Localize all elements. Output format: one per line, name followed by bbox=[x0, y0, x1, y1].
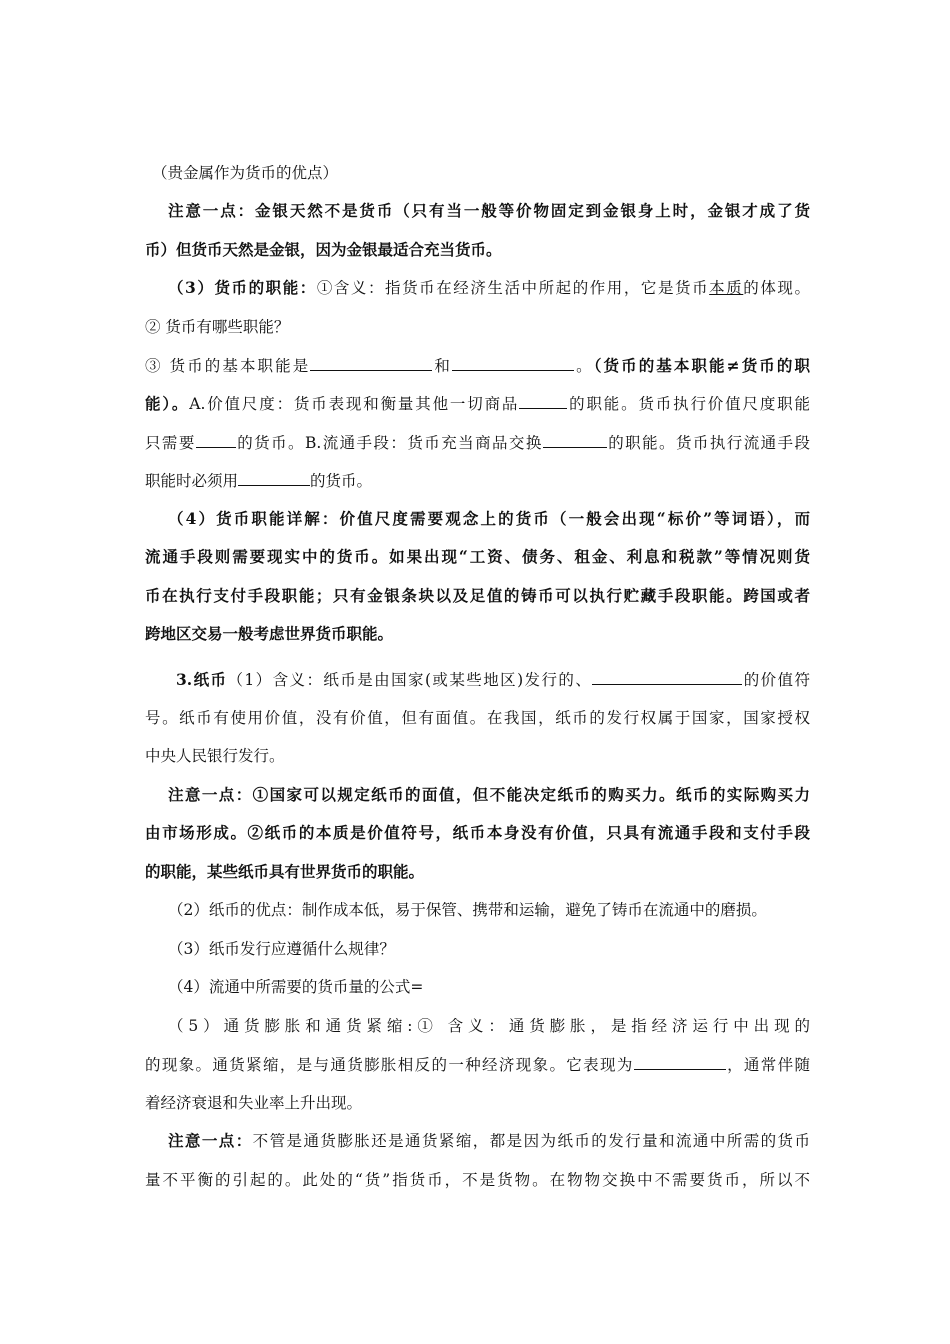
blank-line bbox=[452, 354, 574, 371]
blank-line bbox=[519, 392, 567, 409]
text: 的体现。 bbox=[743, 279, 810, 297]
bold-text: 注意一点：①国家可以规定纸币的面值，但不能决定纸币的购买力。纸币的实际购买力 bbox=[168, 785, 810, 804]
section-heading: 3.纸币 bbox=[176, 670, 228, 689]
paragraph-line bbox=[176, 668, 810, 691]
text: ③ 货币的基本职能是 bbox=[145, 357, 311, 375]
paragraph-line bbox=[145, 316, 810, 338]
text: 的职能。货币执行流通手段 bbox=[606, 434, 810, 452]
bold-text: 跨地区交易一般考虑世界货币职能。 bbox=[145, 624, 394, 643]
bold-text: （货币的基本职能≠货币的职 bbox=[593, 356, 810, 375]
text: ①含义：指货币在经济生活中所起的作用，它是货币 bbox=[316, 279, 710, 297]
paragraph-line bbox=[168, 277, 810, 299]
blank-line bbox=[196, 431, 236, 448]
note-line bbox=[145, 239, 810, 261]
note-line bbox=[168, 784, 810, 806]
text: 中央人民银行发行。 bbox=[145, 747, 285, 765]
note-line bbox=[168, 200, 810, 222]
text: 着经济衰退和失业率上升出现。 bbox=[145, 1094, 363, 1112]
section-heading: （3）货币的职能： bbox=[168, 278, 317, 297]
note-line bbox=[145, 546, 810, 568]
bold-text: 注意一点： bbox=[168, 1131, 253, 1150]
text: 职能时必须用 bbox=[145, 472, 239, 490]
note-line bbox=[145, 861, 810, 883]
bold-text: 能）。 bbox=[145, 394, 190, 413]
text: （贵金属作为货币的优点） bbox=[152, 164, 339, 182]
bold-text: （4）货币职能详解：价值尺度需要观念上的货币（一般会出现“标价”等词语），而 bbox=[168, 509, 810, 528]
blank-line bbox=[238, 469, 310, 486]
blank-line bbox=[543, 431, 607, 448]
paragraph-line bbox=[168, 938, 833, 960]
text: 不管是通货膨胀还是通货紧缩，都是因为纸币的发行量和流通中所需的货币 bbox=[252, 1132, 810, 1150]
text: 只需要 bbox=[145, 434, 196, 452]
paragraph-line bbox=[145, 1053, 810, 1076]
paragraph-line bbox=[145, 431, 810, 454]
text: （2）纸币的优点：制作成本低，易于保管、携带和运输，避免了铸币在流通中的磨损。 bbox=[168, 901, 767, 919]
note-line bbox=[145, 623, 810, 645]
text: 。 bbox=[574, 357, 594, 375]
text: 的货币。 bbox=[310, 472, 373, 490]
text: A.价值尺度：货币表现和衡量其他一切商品 bbox=[189, 395, 520, 413]
bold-text: 流通手段则需要现实中的货币。如果出现“工资、债务、租金、利息和税款”等情况则货 bbox=[145, 547, 810, 566]
text: 的货币。B.流通手段：货币充当商品交换 bbox=[235, 434, 543, 452]
text: （4）流通中所需要的货币量的公式= bbox=[168, 978, 424, 996]
blank-line bbox=[592, 668, 742, 685]
paragraph-line bbox=[168, 899, 810, 921]
underlined-answer: 本质 bbox=[709, 279, 744, 297]
bold-text: 的职能，某些纸币具有世界货币的职能。 bbox=[145, 862, 425, 881]
paragraph-line bbox=[152, 162, 817, 184]
text: 和 bbox=[432, 357, 452, 375]
text: 号。纸币有使用价值，没有价值，但有面值。在我国，纸币的发行权属于国家，国家授权 bbox=[145, 709, 810, 727]
text: （5）通货膨胀和通货紧缩:① 含义：通货膨胀，是指经济运行中出现的 bbox=[168, 1017, 810, 1035]
text: 的现象。通货紧缩，是与通货膨胀相反的一种经济现象。它表现为 bbox=[145, 1056, 634, 1074]
bold-text: 币在执行支付手段职能；只有金银条块以及足值的铸币可以执行贮藏手段职能。跨国或者 bbox=[145, 586, 810, 605]
note-line bbox=[168, 508, 810, 530]
paragraph-line bbox=[145, 392, 810, 415]
paragraph-line bbox=[168, 1130, 810, 1152]
paragraph-line bbox=[145, 354, 810, 377]
blank-line bbox=[634, 1053, 726, 1070]
text: 量不平衡的引起的。此处的“货”指货币，不是货物。在物物交换中不需要货币，所以不 bbox=[145, 1171, 810, 1189]
text: 的职能。货币执行价值尺度职能 bbox=[567, 395, 810, 413]
bold-text: 注意一点：金银天然不是货币（只有当一般等价物固定到金银身上时，金银才成了货 bbox=[168, 201, 810, 220]
text: （3）纸币发行应遵循什么规律？ bbox=[168, 940, 395, 958]
text: ② 货币有哪些职能？ bbox=[145, 318, 290, 336]
note-line bbox=[145, 822, 810, 844]
text: （1）含义：纸币是由国家(或某些地区)发行的、 bbox=[227, 671, 593, 689]
paragraph-line bbox=[145, 469, 810, 492]
text: ，通常伴随 bbox=[725, 1056, 810, 1074]
bold-text: 由市场形成。②纸币的本质是价值符号，纸币本身没有价值，只具有流通手段和支付手段 bbox=[145, 823, 810, 842]
note-line bbox=[145, 585, 810, 607]
bold-text: 币）但货币天然是金银，因为金银最适合充当货币。 bbox=[145, 240, 502, 259]
paragraph-line bbox=[145, 745, 810, 767]
blank-line bbox=[310, 354, 432, 371]
text: 的价值符 bbox=[742, 671, 810, 689]
paragraph-line bbox=[145, 1092, 810, 1114]
paragraph-line bbox=[168, 976, 833, 998]
paragraph-line bbox=[145, 707, 810, 729]
paragraph-line bbox=[145, 1169, 810, 1191]
paragraph-line bbox=[168, 1015, 810, 1037]
